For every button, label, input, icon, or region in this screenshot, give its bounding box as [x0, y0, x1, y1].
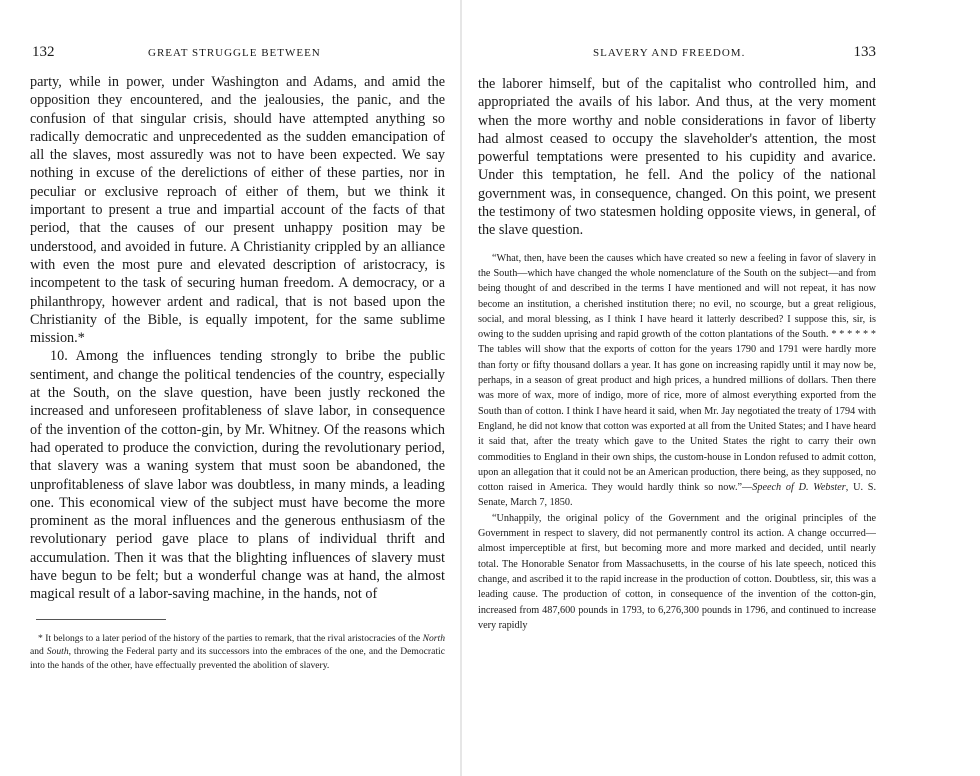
- right-page: [478, 0, 876, 776]
- footnote-text-a: * It belongs to a later period of the history of the parties to remark, that the rival aristocracies of the: [38, 632, 423, 644]
- second-quote: “Unhappily, the original policy of the Government and the original principles of the Government in respect to slavery, did not permanently control its action. A change occurred—almost imperceptible at first, but becoming more and more marked and decided, until nearly total. The Honorable Senator from Massachusetts, in the course of his late speech, noticed this change, and ascribed it to the rapid increase in the production of cotton. Doubtless, sir, this was a leading cause. The production of cotton, in consequence of the invention of the cotton-gin, increased from 487,600 pounds in 1793, to 6,276,300 pounds in 1796, and continued to increase very rapidly: [478, 512, 876, 631]
- right-paragraph-1: the laborer himself, but of the capitalist who controlled him, and appropriated the avails of his labor. And thus, at the very moment when the more worthy and noble considerations in favor of liberty had almost ceased to occupy the slaveholder's attention, the most powerful temptations were presented to his cupidity and avarice. Under this temptation, he fell. And the policy of the national government was, in consequence, changed. On this point, we present the testimony of two statesmen holding opposite views, in general, of the slave question.: [478, 76, 876, 239]
- footnote-text-b: and: [30, 646, 47, 658]
- right-running-head: SLAVERY AND FREEDOM.: [593, 47, 746, 59]
- footnote-rule: [36, 619, 166, 620]
- left-paragraph-2: 10. Among the influences tending strongly to bribe the public sentiment, and change the political tendencies of the country, especially at the South, on the slave question, have been justly reckoned the increased and unforeseen profitableness of slave labor, in consequence of the invention of the cotton-gin, by Mr. Whitney. Of the reasons which had operated to produce the conviction, during the revolutionary period, that slavery was a waning system that must soon be abandoned, the unprofitableness of slave labor was doubtless, in many minds, a leading one. This economical view of the subject must have become the more prominent as the moral influences and the generous enthusiasm of the revolutionary period gave place to plans of individual thrift and accumulation. Then it was that the blighting influences of slavery must have begun to be felt; but a wonderful change was at hand, the almost magical result of a labor-saving machine, in the hands, not of: [30, 348, 445, 603]
- right-quotations: [478, 251, 876, 633]
- left-footnote: [30, 632, 445, 673]
- webster-citation: Speech of D. Webster: [752, 482, 846, 494]
- left-page-header: [30, 44, 445, 67]
- footnote-text-c: , throwing the Federal party and its successors into the embraces of the one, and the Democratic into the hands of the other, have effectually prevented the abolition of slavery.: [30, 646, 445, 671]
- webster-quote: [478, 251, 876, 511]
- left-running-head: GREAT STRUGGLE BETWEEN: [148, 47, 321, 59]
- footnote-south: South: [46, 646, 69, 658]
- right-page-number: 133: [853, 44, 876, 60]
- left-paragraph-1: party, while in power, under Washington and Adams, and amid the opposition they encountered, and the jealousies, the panic, and the confusion of that singular crisis, should have attempted anything so radically democratic and unprecedented as the sudden emancipation of all the slaves, most assuredly was not to have been expected. We say nothing in excuse of the derelictions of either of these parties, nor in peculiar or exclusive reproach of either of them, but we think it important to present a true and impartial account of the facts of that period, that the causes of our present unhappy position may be understood, and avoided in future. A Christianity crippled by an alliance with even the most pure and elevated description of aristocracy, is incompetent to the task of securing human freedom. A democracy, or a philanthropy, however ardent and radical, that is not based upon the Christianity of the Bible, is equally impotent, for the same sublime mission.*: [30, 74, 445, 347]
- left-body-text: [30, 73, 445, 604]
- left-page: [30, 0, 445, 776]
- webster-citation-detail: , U. S. Senate, March 7, 1850.: [478, 482, 876, 509]
- right-body-text: [478, 75, 876, 240]
- footnote-north: North: [422, 632, 445, 644]
- webster-quote-text: “What, then, have been the causes which have created so new a feeling in favor of slavery in the South—which have changed the whole nomenclature of the South on the subject—and from being thought of and described in the terms I have mentioned and will not repeat, it has now become an institution, a cherished institution there; no evil, no scourge, but a great religious, social, and moral blessing, as I think I have heard it latterly described? I suppose this, sir, is owing to the sudden uprising and rapid growth of the cotton plantations of the South. * * * * * * The tables will show that the exports of cotton for the years 1790 and 1791 were hardly more than forty or fifty thousand dollars a year. It has gone on increasing rapidly until it may now be, perhaps, in a season of great product and high prices, a hundred millions of dollars. Then there was more of wax, more of indigo, more of rice, more of almost everything exported from the South than of cotton. I think I have heard it said, when Mr. Jay negotiated the treaty of 1794 with England, he did not know that cotton was exported at all from the United States; and I have heard it said that, after the treaty which gave to the United States the right to carry their own commodities to England in their own ships, the custom-house in London refused to admit cotton, upon an allegation that it could not be an American production, there being, as they supposed, no cotton raised in America. They would hardly think so now.”—: [478, 252, 876, 494]
- book-gutter: [460, 0, 462, 776]
- left-page-number: 132: [32, 44, 55, 60]
- right-page-header: [478, 44, 876, 67]
